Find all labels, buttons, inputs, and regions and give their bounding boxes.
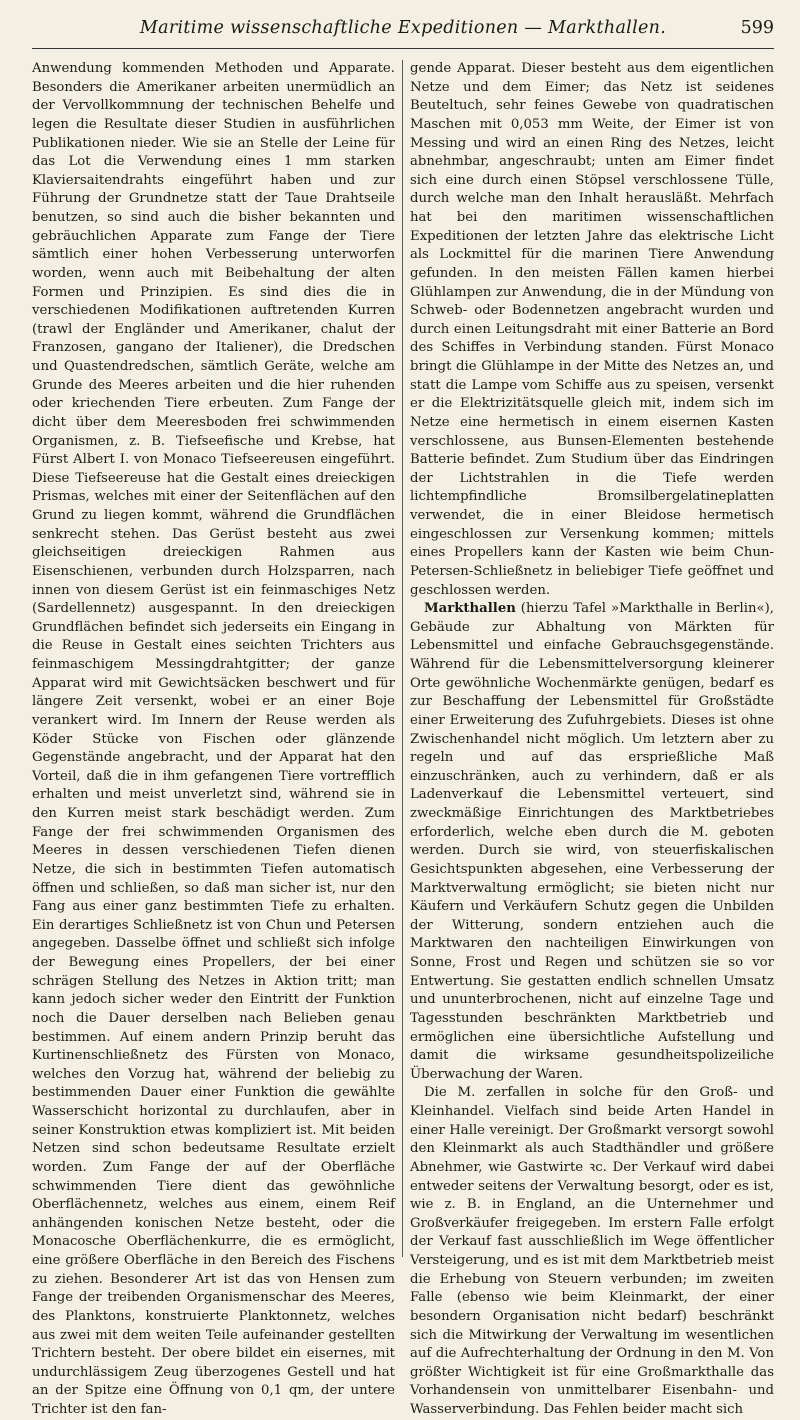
text-columns <box>32 60 774 1417</box>
paragraph: Anwendung kommenden Methoden und Apparate. Besonders die Amerikaner arbeiten unermüdlich an der Vervollkommnung der technischen Behelfe und legen die Resultate dieser Studien in ausführlichen Publikationen nieder. Wie sie an Stelle der Leine für das Lot die Verwendung eines 1 mm starken Klaviersaitendrahts eingeführt haben und zur Führung der Grundnetze statt der Taue Drahtseile benutzen, so sind auch die bisher bekannten und gebräuchlichen Apparate zum Fange der Tiere sämtlich einer hohen Verbesserung unterworfen worden, wenn auch mit Beibehaltung der alten Formen und Prinzipien. Es sind dies die in verschiedenen Modifikationen auftretenden Kurren (trawl der Engländer und Amerikaner, chalut der Franzosen, gangano der Italiener), die Dredschen und Quastendredschen, sämtlich Geräte, welche am Grunde des Meeres arbeiten und die hier ruhenden oder kriechenden Tiere erbeuten. Zum Fange der dicht über dem Meeresboden frei schwimmenden Organismen, z. B. Tiefseefische und Krebse, hat Fürst Albert I. von Monaco Tiefseereusen eingeführt. Diese Tiefseereuse hat die Gestalt eines dreieckigen Prismas, welches mit einer der Seitenflächen auf den Grund zu liegen kommt, während die Grundflächen senkrecht stehen. Das Gerüst besteht aus zwei gleichseitigen dreieckigen Rahmen aus Eisenschienen, verbunden durch Holzsparren, nach innen von diesem Gerüst ist ein feinmaschiges Netz (Sardellennetz) ausgespannt. In den dreieckigen Grundflächen befindet sich jederseits ein Eingang in die Reuse in Gestalt eines seichten Trichters aus feinmaschigem Messingdrahtgitter; der ganze Apparat wird mit Gewichtsäcken beschwert und für längere Zeit versenkt, wobei er an einer Boje verankert wird. Im Innern der Reuse werden als Köder Stücke von Fischen oder glänzende Gegenstände angebracht, und der Apparat hat den Vorteil, daß die in ihm gefangenen Tiere vortrefflich erhalten und meist unverletzt sind, während sie in den Kurren meist stark beschädigt werden. Zum Fange der frei schwimmenden Organismen des Meeres in dessen verschiedenen Tiefen dienen Netze, die sich in bestimmten Tiefen automatisch öffnen und schließen, so daß man sicher ist, nur den Fang aus einer ganz bestimmten Tiefe zu erhalten. Ein derartiges Schließnetz ist von Chun und Petersen angegeben. Dasselbe öffnet und schließt sich infolge der Bewegung eines Propellers, der bei einer schrägen Stellung des Netzes in Aktion tritt; man kann jedoch sicher weder den Eintritt der Funktion noch die Dauer derselben nach Belieben genau bestimmen. Auf einem andern Prinzip beruht das Kurtinenschließnetz des Fürsten von Monaco, welches den Vorzug hat, während der beliebig zu bestimmenden Dauer einer Funktion die gewählte Wasserschicht horizontal zu durchlaufen, aber in seiner Konstruktion etwas kompliziert ist. Mit beiden Netzen sind schon bedeutsame Resultate erzielt worden. Zum Fange der auf der Oberfläche schwimmenden Tiere dient das gewöhnliche Oberflächennetz, welches aus einem, einem Reif anhängenden konischen Netze besteht, oder die Monacosche Oberflächenkurre, die es ermöglicht, eine größere Oberfläche in den Bereich des Fischens zu ziehen. Besonderer Art ist das von Hensen zum Fange der treibenden Organismenschar des Meeres, des Planktons, konstruierte Planktonnetz, welches aus zwei mit dem weiten Teile aufeinander gestellten Trichtern besteht. Der obere bildet ein eisernes, mit undurchlässigem Zeug überzogenes Gestell und hat an der Spitze eine Öffnung von 0,1 qm, der untere Trichter ist den fan- <box>32 61 395 1417</box>
entry-text: (hierzu Tafel »Markthalle in Berlin«), Gebäude zur Abhaltung von Märkten für Lebensmittel und einfache Gebrauchsgegenstände. Während für die Lebensmittelversorgung kleinerer Orte gewöhnliche Wochenmärkte genügen, bedarf es zur Beschaffung der Lebensmittel für Großstädte einer Erweiterung des Zufuhrgebiets. Dieses ist ohne Zwischenhandel nicht möglich. Um letztern aber zu regeln und auf das ersprießliche Maß einzuschränken, auch zu verhindern, daß er als Ladenverkauf die Lebensmittel verteuert, sind zweckmäßige Einrichtungen des Marktbetriebes erforderlich, welche eben durch die M. geboten werden. Durch sie wird, von steuerfiskalischen Gesichtspunkten abgesehen, eine Verbesserung der Marktverwaltung ermöglicht; sie bieten nicht nur Käufern und Verkäufern Schutz gegen die Unbilden der Witterung, sondern entziehen auch die Marktwaren den nachteiligen Einwirkungen von Sonne, Frost und Regen und schützen sie so vor Entwertung. Sie gestatten endlich schnellen Umsatz und ununterbrochenen, nicht auf einzelne Tage und Tagesstunden beschränkten Marktbetrieb und ermöglichen eine übersichtliche Aufstellung und damit die wirksame gesundheitspolizeiliche Überwachung der Waren. <box>410 601 774 1082</box>
dictionary-entry <box>410 600 774 1084</box>
page-header <box>32 16 774 49</box>
right-column <box>403 60 774 1417</box>
entry-headword: Markthallen <box>424 601 516 617</box>
left-column <box>32 60 403 1417</box>
paragraph: gende Apparat. Dieser besteht aus dem eigentlichen Netze und dem Eimer; das Netz ist seidenes Beuteltuch, sehr feines Gewebe von quadratischen Maschen mit 0,053 mm Weite, der Eimer ist von Messing und wird an einen Ring des Netzes, leicht abnehmbar, angeschraubt; unten am Eimer findet sich eine durch einen Stöpsel verschlossene Tülle, durch welche man den Inhalt herausläßt. Mehrfach hat bei den maritimen wissenschaftlichen Expeditionen der letzten Jahre das elektrische Licht als Lockmittel für die marinen Tiere Anwendung gefunden. In den meisten Fällen kamen hierbei Glühlampen zur Anwendung, die in der Mündung von Schweb- oder Bodennetzen angebracht wurden und durch einen Leitungsdraht mit einer Batterie an Bord des Schiffes in Verbindung standen. Fürst Monaco bringt die Glühlampe in der Mitte des Netzes an, und statt die Lampe vom Schiffe aus zu speisen, versenkt er die Elektrizitätsquelle gleich mit, indem sich im Netze eine hermetisch in einem eisernen Kasten verschlossene, aus Bunsen-Elementen bestehende Batterie befindet. Zum Studium über das Eindringen der Lichtstrahlen in die Tiefe werden lichtempfindliche Bromsilbergelatineplatten verwendet, die in einer Bleidose hermetisch eingeschlossen zur Versenkung kommen; mittels eines Propellers kann der Kasten wie beim Chun-Petersen-Schließnetz in beliebiger Tiefe geöffnet und geschlossen werden. <box>410 61 774 598</box>
running-title: Maritime wissenschaftliche Expeditionen — Markthallen. <box>139 18 667 38</box>
page-number: 599 <box>740 18 774 38</box>
paragraph: Die M. zerfallen in solche für den Groß- und Kleinhandel. Vielfach sind beide Arten Handel in einer Halle vereinigt. Der Großmarkt versorgt sowohl den Kleinmarkt als auch Stadthändler und größere Abnehmer, wie Gastwirte ꝛc. Der Verkauf wird dabei entweder seitens der Verwaltung besorgt, oder es ist, wie z. B. in England, an die Unternehmer und Großverkäufer freigegeben. Im erstern Falle erfolgt der Verkauf fast ausschließlich im Wege öffentlicher Versteigerung, und es ist mit dem Marktbetrieb meist die Erhebung von Steuern verbunden; im zweiten Falle (ebenso wie beim Kleinmarkt, der einer besondern Organisation nicht bedarf) beschränkt sich die Mitwirkung der Verwaltung im wesentlichen auf die Aufrechterhaltung der Ordnung in den M. Von größter Wichtigkeit ist für eine Großmarkthalle das Vorhandensein von unmittelbarer Eisenbahn- und Wasserverbindung. Das Fehlen beider macht sich <box>410 1085 774 1417</box>
